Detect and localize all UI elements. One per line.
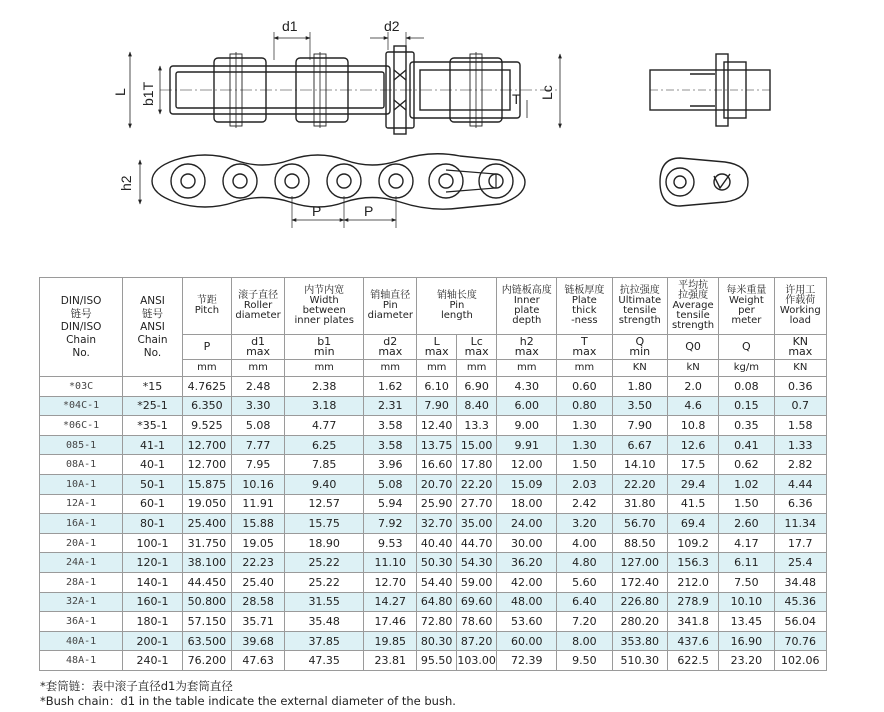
table-cell: 0.60 xyxy=(557,377,612,397)
table-cell: *03C xyxy=(40,377,123,397)
table-cell: 88.50 xyxy=(612,533,667,553)
table-cell: 28A-1 xyxy=(40,572,123,592)
table-cell: 7.85 xyxy=(285,455,364,475)
header-symbol-13: KN max xyxy=(774,335,826,360)
table-cell: 085-1 xyxy=(40,435,123,455)
header-col-6: 销轴长度 Pin length xyxy=(417,278,497,335)
table-cell: 2.0 xyxy=(668,377,719,397)
table-cell: 18.90 xyxy=(285,533,364,553)
table-cell: 87.20 xyxy=(456,631,497,651)
table-cell: 14.27 xyxy=(364,592,417,612)
table-cell: 6.350 xyxy=(182,396,231,416)
chain-side-view xyxy=(152,154,525,209)
table-cell: 32.70 xyxy=(417,514,456,534)
table-cell: 0.62 xyxy=(719,455,774,475)
footnote-cn: *套筒链：表中滚子直径d1为套筒直径 xyxy=(40,679,233,693)
header-col-0: DIN/ISO 链号 DIN/ISO Chain No. xyxy=(40,278,123,377)
table-cell: 17.80 xyxy=(456,455,497,475)
dim-label-b1T: b1T xyxy=(140,81,156,106)
table-cell: 2.60 xyxy=(719,514,774,534)
table-cell: 7.92 xyxy=(364,514,417,534)
table-cell: 35.00 xyxy=(456,514,497,534)
table-cell: 4.00 xyxy=(557,533,612,553)
table-cell: 437.6 xyxy=(668,631,719,651)
table-cell: 80-1 xyxy=(123,514,183,534)
table-cell: 1.58 xyxy=(774,416,826,436)
dim-label-T: T xyxy=(512,91,521,107)
table-cell: 59.00 xyxy=(456,572,497,592)
table-cell: 156.3 xyxy=(668,553,719,573)
table-cell: 48A-1 xyxy=(40,651,123,671)
footnote xyxy=(40,679,456,709)
table-cell: 16.60 xyxy=(417,455,456,475)
table-cell: 172.40 xyxy=(612,572,667,592)
table-cell: 10A-1 xyxy=(40,474,123,494)
table-cell: 2.31 xyxy=(364,396,417,416)
table-cell: 16.90 xyxy=(719,631,774,651)
table-cell: 22.20 xyxy=(456,474,497,494)
table-cell: 27.70 xyxy=(456,494,497,514)
table-cell: 9.91 xyxy=(497,435,557,455)
table-cell: 44.450 xyxy=(182,572,231,592)
table-cell: 0.41 xyxy=(719,435,774,455)
table-cell: 18.00 xyxy=(497,494,557,514)
table-cell: 1.33 xyxy=(774,435,826,455)
footnote-en: *Bush chain：d1 in the table indicate the external diameter of the bush. xyxy=(40,694,456,708)
header-symbol-4: b1 min xyxy=(285,335,364,360)
table-cell: *06C-1 xyxy=(40,416,123,436)
table-cell: 72.39 xyxy=(497,651,557,671)
chain-technical-drawing xyxy=(0,0,884,270)
header-symbol-11: Q0 xyxy=(668,335,719,360)
table-cell: 25.4 xyxy=(774,553,826,573)
header-unit-9: mm xyxy=(557,360,612,377)
table-row xyxy=(40,631,827,651)
table-cell: 35.48 xyxy=(285,612,364,632)
header-symbol-10: Q min xyxy=(612,335,667,360)
table-cell: 63.500 xyxy=(182,631,231,651)
table-cell: 24A-1 xyxy=(40,553,123,573)
header-unit-12: kg/m xyxy=(719,360,774,377)
table-cell: 78.60 xyxy=(456,612,497,632)
table-cell: 69.4 xyxy=(668,514,719,534)
table-cell: 3.18 xyxy=(285,396,364,416)
table-cell: 44.70 xyxy=(456,533,497,553)
chain-spec-table xyxy=(39,277,827,671)
table-cell: 4.77 xyxy=(285,416,364,436)
table-cell: 54.40 xyxy=(417,572,456,592)
table-cell: 12A-1 xyxy=(40,494,123,514)
table-cell: 160-1 xyxy=(123,592,183,612)
table-cell: 37.85 xyxy=(285,631,364,651)
table-cell: 41-1 xyxy=(123,435,183,455)
table-cell: 20A-1 xyxy=(40,533,123,553)
table-cell: 56.04 xyxy=(774,612,826,632)
table-cell: 7.50 xyxy=(719,572,774,592)
table-cell: 50.30 xyxy=(417,553,456,573)
table-cell: 240-1 xyxy=(123,651,183,671)
table-cell: 48.00 xyxy=(497,592,557,612)
header-symbol-8: h2 max xyxy=(497,335,557,360)
table-cell: 7.77 xyxy=(231,435,284,455)
chain-link-end-view xyxy=(660,158,748,206)
table-cell: 278.9 xyxy=(668,592,719,612)
dim-label-pitch-1: P xyxy=(312,203,322,219)
table-cell: 3.58 xyxy=(364,435,417,455)
table-row xyxy=(40,416,827,436)
table-cell: *04C-1 xyxy=(40,396,123,416)
table-cell: 56.70 xyxy=(612,514,667,534)
table-cell: 1.30 xyxy=(557,435,612,455)
header-unit-13: KN xyxy=(774,360,826,377)
table-cell: 31.750 xyxy=(182,533,231,553)
table-cell: 4.80 xyxy=(557,553,612,573)
table-cell: 7.95 xyxy=(231,455,284,475)
table-cell: 5.94 xyxy=(364,494,417,514)
table-cell: 5.08 xyxy=(231,416,284,436)
table-cell: 19.05 xyxy=(231,533,284,553)
table-cell: 64.80 xyxy=(417,592,456,612)
table-cell: 14.10 xyxy=(612,455,667,475)
table-cell: 15.00 xyxy=(456,435,497,455)
table-cell: 8.00 xyxy=(557,631,612,651)
table-cell: 30.00 xyxy=(497,533,557,553)
table-cell: 23.81 xyxy=(364,651,417,671)
table-cell: 17.7 xyxy=(774,533,826,553)
table-cell: 15.88 xyxy=(231,514,284,534)
header-unit-7: mm xyxy=(456,360,497,377)
table-cell: 103.00 xyxy=(456,651,497,671)
table-cell: 60-1 xyxy=(123,494,183,514)
table-row xyxy=(40,494,827,514)
table-cell: 80.30 xyxy=(417,631,456,651)
table-cell: 13.3 xyxy=(456,416,497,436)
table-cell: 4.44 xyxy=(774,474,826,494)
table-cell: 6.36 xyxy=(774,494,826,514)
dim-label-h2: h2 xyxy=(118,175,134,191)
header-col-9: 链板厚度 Plate thick -ness xyxy=(557,278,612,335)
header-col-11: 平均抗 拉强度 Average tensile strength xyxy=(668,278,719,335)
table-row xyxy=(40,612,827,632)
table-cell: 16A-1 xyxy=(40,514,123,534)
header-unit-6: mm xyxy=(417,360,456,377)
table-cell: 25.22 xyxy=(285,572,364,592)
header-unit-2: mm xyxy=(182,360,231,377)
table-cell: 9.00 xyxy=(497,416,557,436)
table-cell: 4.6 xyxy=(668,396,719,416)
header-unit-4: mm xyxy=(285,360,364,377)
table-cell: 50.800 xyxy=(182,592,231,612)
table-row xyxy=(40,396,827,416)
table-row xyxy=(40,514,827,534)
table-cell: 24.00 xyxy=(497,514,557,534)
table-cell: 20.70 xyxy=(417,474,456,494)
header-symbol-6: L max xyxy=(417,335,456,360)
table-cell: 12.700 xyxy=(182,455,231,475)
table-cell: 7.20 xyxy=(557,612,612,632)
table-cell: 19.85 xyxy=(364,631,417,651)
dim-label-d1: d1 xyxy=(282,18,298,34)
table-cell: 29.4 xyxy=(668,474,719,494)
table-cell: 34.48 xyxy=(774,572,826,592)
table-cell: 622.5 xyxy=(668,651,719,671)
table-cell: 120-1 xyxy=(123,553,183,573)
table-cell: 17.5 xyxy=(668,455,719,475)
header-col-13: 许用工 作载荷 Working load xyxy=(774,278,826,335)
table-cell: 13.45 xyxy=(719,612,774,632)
table-cell: 4.7625 xyxy=(182,377,231,397)
table-cell: 2.48 xyxy=(231,377,284,397)
table-cell: 3.50 xyxy=(612,396,667,416)
header-col-5: 销轴直径 Pin diameter xyxy=(364,278,417,335)
table-cell: 9.50 xyxy=(557,651,612,671)
table-cell: 102.06 xyxy=(774,651,826,671)
table-cell: 39.68 xyxy=(231,631,284,651)
table-cell: 41.5 xyxy=(668,494,719,514)
table-cell: 6.40 xyxy=(557,592,612,612)
table-cell: 6.25 xyxy=(285,435,364,455)
table-cell: 341.8 xyxy=(668,612,719,632)
table-cell: 12.40 xyxy=(417,416,456,436)
header-symbol-5: d2 max xyxy=(364,335,417,360)
table-cell: 6.67 xyxy=(612,435,667,455)
table-cell: 76.200 xyxy=(182,651,231,671)
table-cell: 9.525 xyxy=(182,416,231,436)
table-cell: 180-1 xyxy=(123,612,183,632)
table-cell: 4.30 xyxy=(497,377,557,397)
table-row xyxy=(40,377,827,397)
header-col-4: 内节内宽 Width between inner plates xyxy=(285,278,364,335)
table-cell: 226.80 xyxy=(612,592,667,612)
table-cell: 3.96 xyxy=(364,455,417,475)
table-cell: 5.08 xyxy=(364,474,417,494)
table-row xyxy=(40,553,827,573)
header-unit-5: mm xyxy=(364,360,417,377)
table-cell: 9.53 xyxy=(364,533,417,553)
header-col-12: 每米重量 Weight per meter xyxy=(719,278,774,335)
table-cell: 1.80 xyxy=(612,377,667,397)
table-cell: 1.30 xyxy=(557,416,612,436)
table-cell: 1.62 xyxy=(364,377,417,397)
table-cell: 72.80 xyxy=(417,612,456,632)
table-cell: 10.10 xyxy=(719,592,774,612)
table-cell: 0.35 xyxy=(719,416,774,436)
table-row xyxy=(40,474,827,494)
table-cell: 35.71 xyxy=(231,612,284,632)
header-col-2: 节距 Pitch xyxy=(182,278,231,335)
table-cell: 127.00 xyxy=(612,553,667,573)
table-cell: 23.20 xyxy=(719,651,774,671)
table-cell: 8.40 xyxy=(456,396,497,416)
table-cell: 12.6 xyxy=(668,435,719,455)
table-cell: 40.40 xyxy=(417,533,456,553)
table-cell: 1.02 xyxy=(719,474,774,494)
table-cell: 42.00 xyxy=(497,572,557,592)
table-cell: 25.22 xyxy=(285,553,364,573)
header-symbol-3: d1 max xyxy=(231,335,284,360)
table-cell: 200-1 xyxy=(123,631,183,651)
table-cell: 109.2 xyxy=(668,533,719,553)
table-cell: 69.60 xyxy=(456,592,497,612)
table-row xyxy=(40,435,827,455)
table-cell: *25-1 xyxy=(123,396,183,416)
table-cell: 0.08 xyxy=(719,377,774,397)
table-row xyxy=(40,455,827,475)
table-cell: 25.90 xyxy=(417,494,456,514)
table-cell: 11.10 xyxy=(364,553,417,573)
table-cell: 0.15 xyxy=(719,396,774,416)
header-unit-3: mm xyxy=(231,360,284,377)
table-cell: 13.75 xyxy=(417,435,456,455)
table-cell: 12.00 xyxy=(497,455,557,475)
header-col-3: 滚子直径 Roller diameter xyxy=(231,278,284,335)
table-cell: 57.150 xyxy=(182,612,231,632)
table-cell: 12.70 xyxy=(364,572,417,592)
header-unit-11: kN xyxy=(668,360,719,377)
table-cell: 54.30 xyxy=(456,553,497,573)
table-cell: 3.58 xyxy=(364,416,417,436)
table-cell: 1.50 xyxy=(719,494,774,514)
table-row xyxy=(40,592,827,612)
table-cell: 6.10 xyxy=(417,377,456,397)
table-cell: 31.55 xyxy=(285,592,364,612)
table-cell: 50-1 xyxy=(123,474,183,494)
table-cell: 100-1 xyxy=(123,533,183,553)
header-symbol-7: Lc max xyxy=(456,335,497,360)
header-col-10: 抗拉强度 Ultimate tensile strength xyxy=(612,278,667,335)
table-cell: 11.91 xyxy=(231,494,284,514)
table-cell: 9.40 xyxy=(285,474,364,494)
table-cell: 22.20 xyxy=(612,474,667,494)
dim-label-Lc: Lc xyxy=(539,85,555,100)
table-header xyxy=(40,278,827,377)
table-cell: 95.50 xyxy=(417,651,456,671)
table-cell: 1.50 xyxy=(557,455,612,475)
header-symbol-12: Q xyxy=(719,335,774,360)
table-cell: 40A-1 xyxy=(40,631,123,651)
table-cell: 70.76 xyxy=(774,631,826,651)
table-cell: 0.7 xyxy=(774,396,826,416)
table-row xyxy=(40,572,827,592)
table-cell: 10.8 xyxy=(668,416,719,436)
table-cell: 0.80 xyxy=(557,396,612,416)
table-cell: 2.42 xyxy=(557,494,612,514)
dim-label-pitch-2: P xyxy=(364,203,374,219)
table-cell: 38.100 xyxy=(182,553,231,573)
header-symbol-2: P xyxy=(182,335,231,360)
table-cell: 28.58 xyxy=(231,592,284,612)
table-cell: 5.60 xyxy=(557,572,612,592)
table-cell: *15 xyxy=(123,377,183,397)
table-cell: 36.20 xyxy=(497,553,557,573)
table-cell: 3.30 xyxy=(231,396,284,416)
table-cell: 2.82 xyxy=(774,455,826,475)
table-cell: 4.17 xyxy=(719,533,774,553)
table-cell: 53.60 xyxy=(497,612,557,632)
table-cell: 45.36 xyxy=(774,592,826,612)
table-cell: 2.03 xyxy=(557,474,612,494)
table-cell: 11.34 xyxy=(774,514,826,534)
table-cell: 60.00 xyxy=(497,631,557,651)
table-cell: 12.700 xyxy=(182,435,231,455)
table-cell: 510.30 xyxy=(612,651,667,671)
table-cell: 17.46 xyxy=(364,612,417,632)
table-cell: 47.35 xyxy=(285,651,364,671)
table-cell: 6.11 xyxy=(719,553,774,573)
table-cell: 280.20 xyxy=(612,612,667,632)
table-cell: 2.38 xyxy=(285,377,364,397)
header-unit-8: mm xyxy=(497,360,557,377)
chain-end-view xyxy=(650,54,770,126)
table-cell: 6.90 xyxy=(456,377,497,397)
table-cell: 40-1 xyxy=(123,455,183,475)
table-cell: 12.57 xyxy=(285,494,364,514)
header-col-8: 内链板高度 Inner plate depth xyxy=(497,278,557,335)
table-cell: 36A-1 xyxy=(40,612,123,632)
table-cell: 15.875 xyxy=(182,474,231,494)
table-cell: 3.20 xyxy=(557,514,612,534)
dim-label-d2: d2 xyxy=(384,18,400,34)
table-body xyxy=(40,377,827,671)
header-col-1: ANSI 链号 ANSI Chain No. xyxy=(123,278,183,377)
table-cell: 7.90 xyxy=(612,416,667,436)
dim-label-L: L xyxy=(112,88,128,96)
table-cell: 15.09 xyxy=(497,474,557,494)
table-cell: 47.63 xyxy=(231,651,284,671)
header-unit-10: KN xyxy=(612,360,667,377)
table-cell: 19.050 xyxy=(182,494,231,514)
table-cell: 25.400 xyxy=(182,514,231,534)
table-cell: 15.75 xyxy=(285,514,364,534)
table-cell: 08A-1 xyxy=(40,455,123,475)
table-cell: 212.0 xyxy=(668,572,719,592)
table-cell: 22.23 xyxy=(231,553,284,573)
table-row xyxy=(40,533,827,553)
table-cell: 140-1 xyxy=(123,572,183,592)
table-cell: 7.90 xyxy=(417,396,456,416)
table-cell: 6.00 xyxy=(497,396,557,416)
table-cell: 32A-1 xyxy=(40,592,123,612)
table-row xyxy=(40,651,827,671)
table-cell: 10.16 xyxy=(231,474,284,494)
table-cell: 25.40 xyxy=(231,572,284,592)
table-cell: 0.36 xyxy=(774,377,826,397)
table-cell: 31.80 xyxy=(612,494,667,514)
table-cell: 353.80 xyxy=(612,631,667,651)
table-cell: *35-1 xyxy=(123,416,183,436)
header-symbol-9: T max xyxy=(557,335,612,360)
